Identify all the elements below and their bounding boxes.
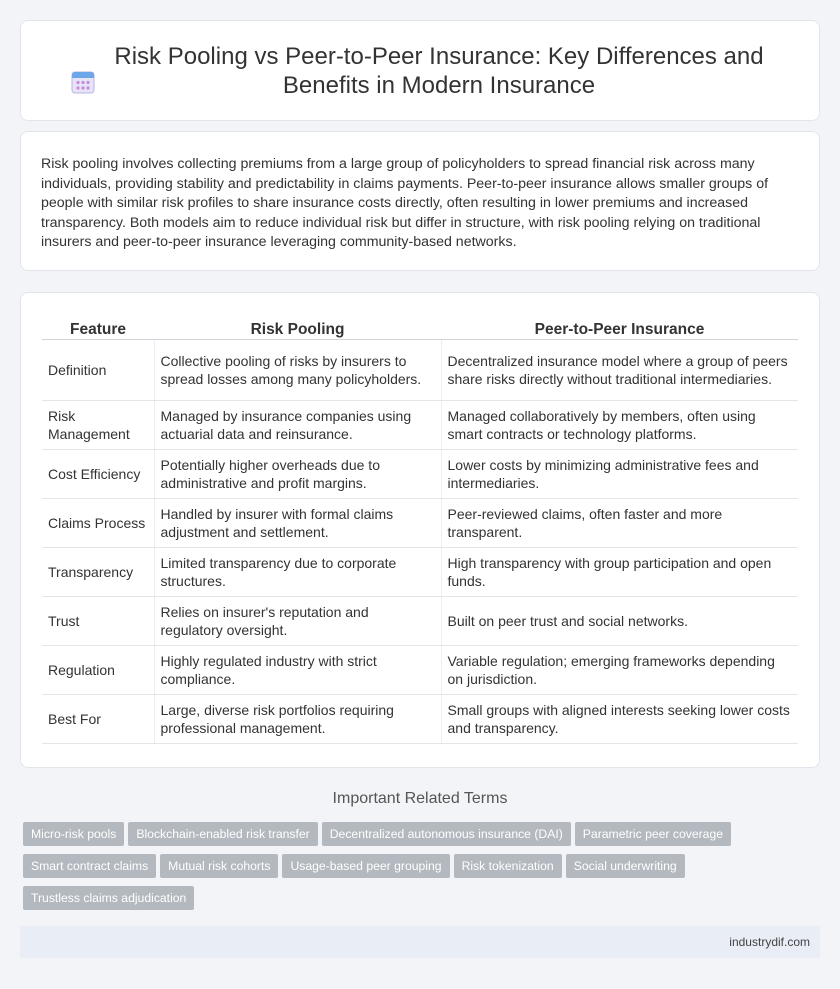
related-term-tag[interactable]: Mutual risk cohorts [160,854,278,878]
risk-pooling-cell: Highly regulated industry with strict compliance. [154,645,441,694]
table-row [42,547,798,596]
peer-to-peer-cell: Built on peer trust and social networks. [441,596,798,645]
peer-to-peer-cell: Managed collaboratively by members, often using smart contracts or technology platforms. [441,400,798,449]
feature-cell: Risk Management [42,400,154,449]
related-term-tag[interactable]: Blockchain-enabled risk transfer [128,822,317,846]
header-feature: Feature [42,311,154,339]
feature-cell: Transparency [42,547,154,596]
table-row [42,449,798,498]
table-row [42,400,798,449]
title-wrap [70,42,770,100]
risk-pooling-cell: Managed by insurance companies using actuarial data and reinsurance. [154,400,441,449]
peer-to-peer-cell: Decentralized insurance model where a group of peers share risks directly without traditional intermediaries. [441,339,798,400]
header-risk-pooling: Risk Pooling [154,311,441,339]
feature-cell: Trust [42,596,154,645]
footer-site-link[interactable]: industrydif.com [729,935,810,949]
calendar-icon [70,69,96,95]
peer-to-peer-cell: Small groups with aligned interests seeking lower costs and transparency. [441,694,798,743]
risk-pooling-cell: Potentially higher overheads due to administrative and profit margins. [154,449,441,498]
feature-cell: Cost Efficiency [42,449,154,498]
related-terms-tags [23,822,823,918]
intro-card [20,131,820,271]
peer-to-peer-cell: Lower costs by minimizing administrative fees and intermediaries. [441,449,798,498]
table-row [42,645,798,694]
peer-to-peer-cell: High transparency with group participation and open funds. [441,547,798,596]
table-row [42,339,798,400]
feature-cell: Best For [42,694,154,743]
related-term-tag[interactable]: Usage-based peer grouping [282,854,449,878]
related-terms-title: Important Related Terms [332,790,508,807]
feature-cell: Definition [42,339,154,400]
related-term-tag[interactable]: Social underwriting [566,854,685,878]
risk-pooling-cell: Large, diverse risk portfolios requiring professional management. [154,694,441,743]
footer [20,926,820,958]
related-term-tag[interactable]: Decentralized autonomous insurance (DAI) [322,822,571,846]
table-row [42,498,798,547]
header-peer-to-peer: Peer-to-Peer Insurance [441,311,798,339]
table-row [42,694,798,743]
comparison-table-card [20,292,820,768]
risk-pooling-cell: Collective pooling of risks by insurers to spread losses among many policyholders. [154,339,441,400]
comparison-table [42,311,798,744]
related-term-tag[interactable]: Trustless claims adjudication [23,886,194,910]
intro-paragraph: Risk pooling involves collecting premiums from a large group of policyholders to spread financial risk across many individuals, providing stability and predictability in claims payments. Peer-to-peer insurance allows smaller groups of people with similar risk profiles to share insurance costs directly, often resulting in lower premiums and increased transparency. Both models aim to reduce individual risk but differ in structure, with risk pooling relying on traditional insurers and peer-to-peer insurance leveraging community-based networks. [41,156,769,250]
page-title: Risk Pooling vs Peer-to-Peer Insurance: Key Differences and Benefits in Modern Insurance [114,42,764,99]
related-term-tag[interactable]: Parametric peer coverage [575,822,731,846]
peer-to-peer-cell: Variable regulation; emerging frameworks depending on jurisdiction. [441,645,798,694]
risk-pooling-cell: Relies on insurer's reputation and regulatory oversight. [154,596,441,645]
feature-cell: Regulation [42,645,154,694]
table-row [42,596,798,645]
table-header-row [42,311,798,339]
risk-pooling-cell: Limited transparency due to corporate structures. [154,547,441,596]
risk-pooling-cell: Handled by insurer with formal claims adjustment and settlement. [154,498,441,547]
feature-cell: Claims Process [42,498,154,547]
title-card [20,20,820,121]
peer-to-peer-cell: Peer-reviewed claims, often faster and more transparent. [441,498,798,547]
related-term-tag[interactable]: Micro-risk pools [23,822,124,846]
related-term-tag[interactable]: Risk tokenization [454,854,562,878]
related-term-tag[interactable]: Smart contract claims [23,854,156,878]
